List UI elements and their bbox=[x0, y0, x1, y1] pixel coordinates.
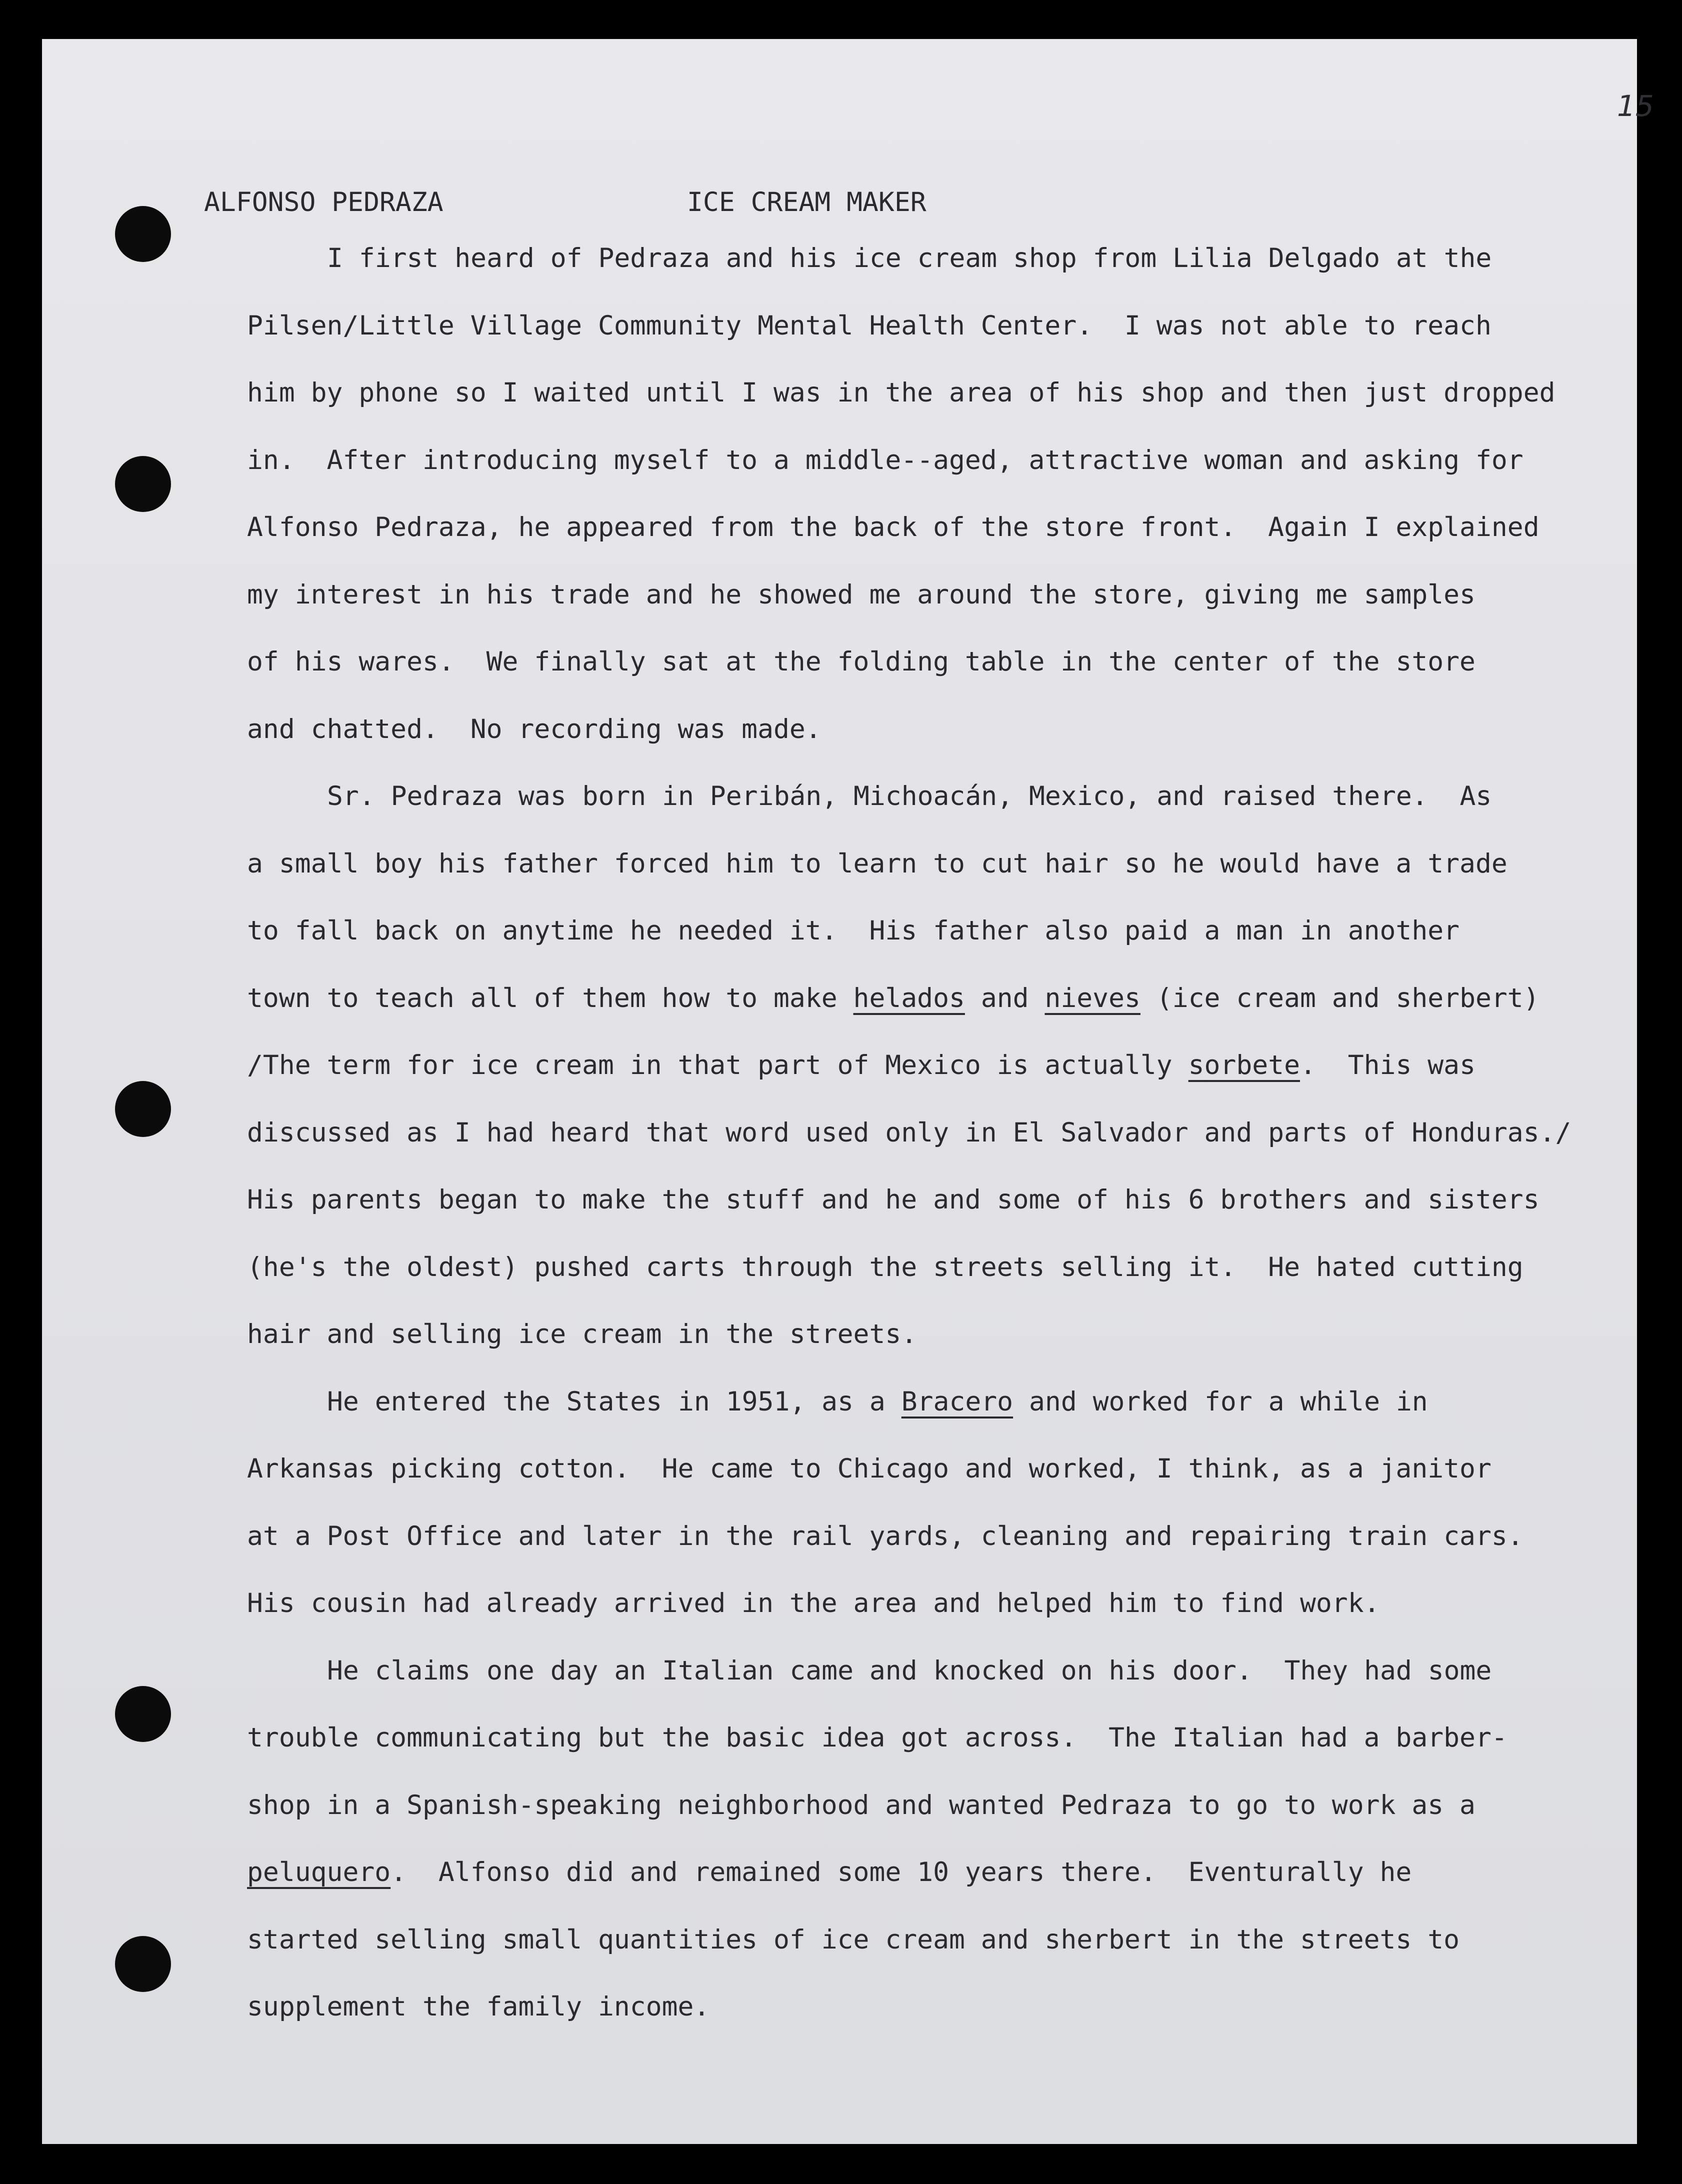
text-line bbox=[247, 1456, 1492, 1482]
header-occupation: ICE CREAM MAKER bbox=[687, 187, 926, 218]
underlined-word: helados bbox=[853, 982, 965, 1014]
text-run: /The term for ice cream in that part of Mexico is actually bbox=[247, 1050, 1188, 1080]
text-run: I first heard of Pedraza and his ice cream shop from Lilia Delgado at the bbox=[327, 243, 1492, 274]
text-run: discussed as I had heard that word used only in El Salvador and parts of Honduras./ bbox=[247, 1117, 1572, 1148]
text-run: (he's the oldest) pushed carts through the streets selling it. He hated cutting bbox=[247, 1252, 1524, 1282]
binder-hole bbox=[115, 456, 171, 512]
text-run: and worked for a while in bbox=[1013, 1386, 1428, 1417]
text-run: . Alfonso did and remained some 10 years there. Eventurally he bbox=[390, 1857, 1412, 1888]
text-run: shop in a Spanish-speaking neighborhood and wanted Pedraza to go to work as a bbox=[247, 1790, 1476, 1820]
text-line bbox=[247, 1520, 1524, 1552]
text-line bbox=[327, 783, 1492, 810]
text-line bbox=[247, 1254, 1524, 1280]
text-line bbox=[247, 1792, 1476, 1818]
text-run: and bbox=[964, 982, 1045, 1014]
text-line bbox=[247, 380, 1556, 406]
text-run: His parents began to make the stuff and he and some of his 6 brothers and sisters bbox=[247, 1184, 1540, 1215]
text-line bbox=[247, 1052, 1476, 1078]
text-line bbox=[247, 1590, 1380, 1616]
text-run: Alfonso Pedraza, he appeared from the back of the store front. Again I explained bbox=[247, 512, 1540, 542]
text-line bbox=[247, 918, 1460, 944]
underlined-word: peluquero bbox=[247, 1857, 391, 1888]
text-line bbox=[327, 1388, 1428, 1415]
text-line bbox=[247, 648, 1476, 675]
text-run: trouble communicating but the basic idea got across. The Italian had a barber- bbox=[247, 1722, 1508, 1753]
text-run: . This was bbox=[1300, 1050, 1476, 1080]
text-run: He claims one day an Italian came and knocked on his door. They had some bbox=[327, 1655, 1492, 1686]
text-run: of his wares. We finally sat at the folding table in the center of the store bbox=[247, 646, 1476, 677]
text-line bbox=[247, 1994, 710, 2020]
typed-page bbox=[42, 39, 1654, 2144]
text-run: (ice cream and sherbert) bbox=[1140, 982, 1540, 1014]
handwritten-page-number: 15 bbox=[1617, 89, 1654, 123]
text-line bbox=[327, 245, 1492, 272]
text-run: a small boy his father forced him to learn to cut hair so he would have a trade bbox=[247, 848, 1508, 879]
text-run: my interest in his trade and he showed me around the store, giving me samples bbox=[247, 579, 1476, 610]
text-line bbox=[247, 1186, 1540, 1213]
text-run: started selling small quantities of ice cream and sherbert in the streets to bbox=[247, 1924, 1460, 1955]
binder-hole bbox=[115, 1686, 171, 1742]
text-line bbox=[247, 579, 1476, 610]
text-line bbox=[247, 444, 1524, 476]
text-run: him by phone so I waited until I was in the area of his shop and then just dropped bbox=[247, 378, 1556, 408]
text-run: He entered the States in 1951, as a bbox=[327, 1386, 902, 1417]
text-run: at a Post Office and later in the rail yards, cleaning and repairing train cars. bbox=[247, 1520, 1524, 1552]
text-line bbox=[247, 514, 1540, 540]
text-run: His cousin had already arrived in the area and helped him to find work. bbox=[247, 1588, 1380, 1618]
text-run: in. After introducing myself to a middle--aged, attractive woman and asking for bbox=[247, 444, 1524, 476]
text-run: hair and selling ice cream in the streets. bbox=[247, 1319, 918, 1350]
binder-hole bbox=[115, 1081, 171, 1137]
binder-hole bbox=[115, 1936, 171, 1992]
underlined-word: Bracero bbox=[901, 1386, 1014, 1417]
text-line bbox=[327, 1655, 1492, 1686]
text-line bbox=[247, 312, 1492, 339]
text-run: Pilsen/Little Village Community Mental Health Center. I was not able to reach bbox=[247, 310, 1492, 341]
binder-hole bbox=[115, 206, 171, 262]
text-run: supplement the family income. bbox=[247, 1992, 710, 2022]
text-line bbox=[247, 1859, 1412, 1886]
underlined-word: sorbete bbox=[1188, 1050, 1300, 1080]
text-line bbox=[247, 982, 1540, 1014]
text-run: and chatted. No recording was made. bbox=[247, 714, 822, 744]
text-line bbox=[247, 716, 822, 742]
text-run: to fall back on anytime he needed it. His father also paid a man in another bbox=[247, 916, 1460, 946]
text-run: Sr. Pedraza was born in Peribán, Michoacán, Mexico, and raised there. As bbox=[327, 781, 1492, 812]
header-name: ALFONSO PEDRAZA bbox=[204, 187, 444, 218]
text-line bbox=[247, 1321, 917, 1348]
text-line bbox=[247, 1724, 1508, 1751]
text-line bbox=[247, 1117, 1572, 1148]
underlined-word: nieves bbox=[1044, 982, 1140, 1014]
text-line bbox=[247, 850, 1508, 877]
text-run: town to teach all of them how to make bbox=[247, 982, 854, 1014]
text-run: Arkansas picking cotton. He came to Chicago and worked, I think, as a janitor bbox=[247, 1454, 1492, 1484]
text-line bbox=[247, 1926, 1460, 1953]
